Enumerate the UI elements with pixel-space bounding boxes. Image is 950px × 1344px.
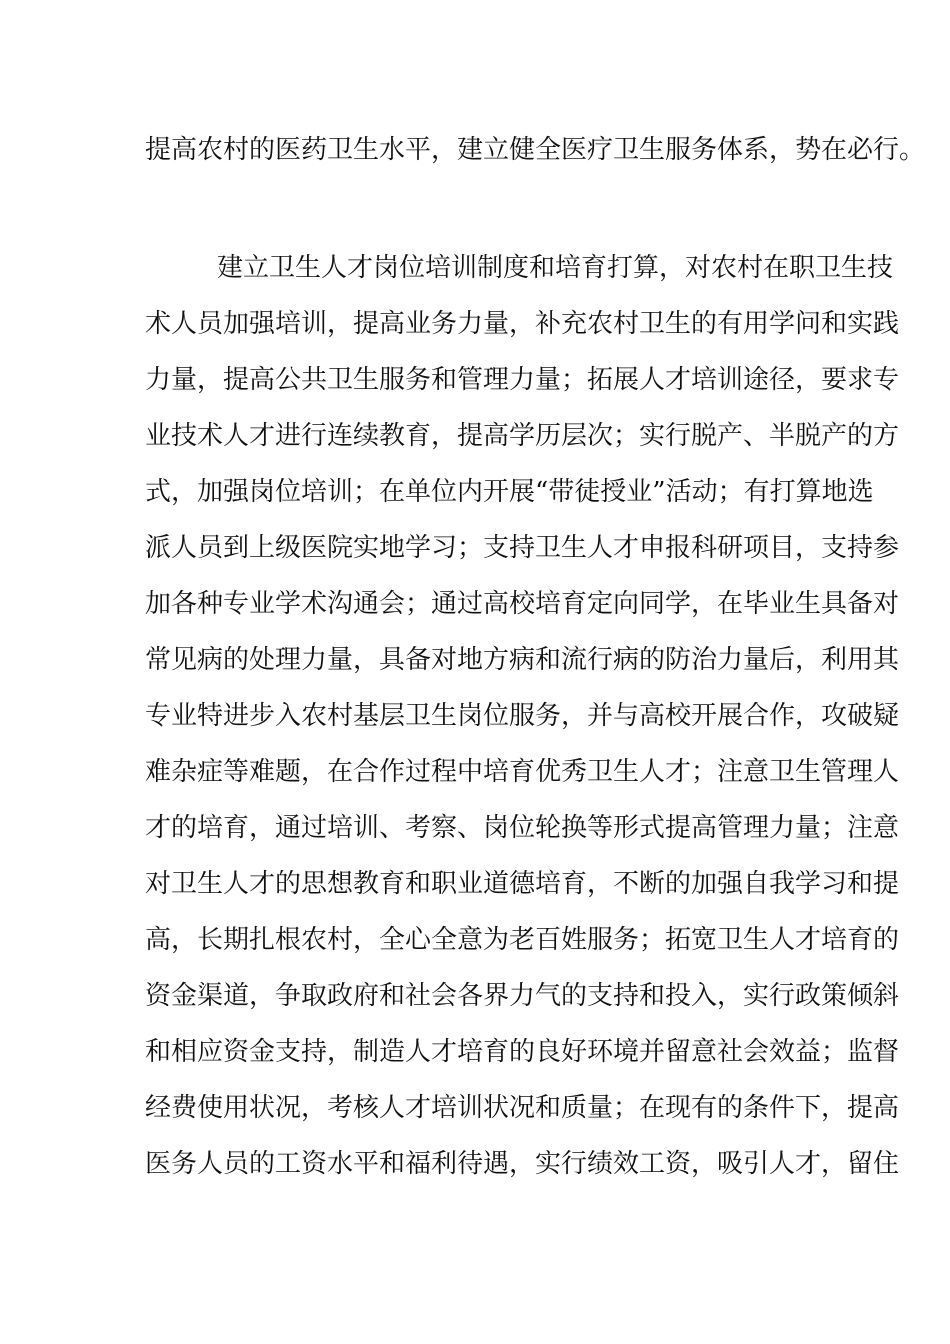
paragraph-2-line-7: 加各种专业学术沟通会；通过高校培育定向同学，在毕业生具备对 — [145, 589, 900, 619]
paragraph-1-line-1: 提高农村的医药卫生水平，建立健全医疗卫生服务体系，势在必行。 — [145, 135, 926, 165]
paragraph-2-line-16: 经费使用状况，考核人才培训状况和质量；在现有的条件下，提高 — [145, 1093, 900, 1123]
paragraph-2-line-17: 医务人员的工资水平和福利待遇，实行绩效工资，吸引人才，留住 — [145, 1149, 900, 1179]
paragraph-2-line-15: 和相应资金支持，制造人才培育的良好环境并留意社会效益；监督 — [145, 1037, 900, 1067]
paragraph-2-line-3: 力量，提高公共卫生服务和管理力量；拓展人才培训途径，要求专 — [145, 365, 900, 395]
paragraph-2-line-5: 式，加强岗位培训；在单位内开展“带徒授业”活动；有打算地选 — [145, 477, 874, 507]
paragraph-2-line-11: 才的培育，通过培训、考察、岗位轮换等形式提高管理力量；注意 — [145, 813, 900, 843]
paragraph-2-line-14: 资金渠道，争取政府和社会各界力气的支持和投入，实行政策倾斜 — [145, 981, 900, 1011]
paragraph-2-line-9: 专业特进步入农村基层卫生岗位服务，并与高校开展合作，攻破疑 — [145, 701, 900, 731]
paragraph-2-line-4: 业技术人才进行连续教育，提高学历层次；实行脱产、半脱产的方 — [145, 421, 900, 451]
paragraph-2-line-8: 常见病的处理力量，具备对地方病和流行病的防治力量后，利用其 — [145, 645, 900, 675]
paragraph-2-line-12: 对卫生人才的思想教育和职业道德培育，不断的加强自我学习和提 — [145, 869, 900, 899]
paragraph-2-line-1: 建立卫生人才岗位培训制度和培育打算，对农村在职卫生技 — [217, 253, 894, 283]
paragraph-2-line-13: 高，长期扎根农村，全心全意为老百姓服务；拓宽卫生人才培育的 — [145, 925, 900, 955]
paragraph-2-line-10: 难杂症等难题，在合作过程中培育优秀卫生人才；注意卫生管理人 — [145, 757, 900, 787]
paragraph-2-line-2: 术人员加强培训，提高业务力量，补充农村卫生的有用学问和实践 — [145, 309, 900, 339]
paragraph-2-line-6: 派人员到上级医院实地学习；支持卫生人才申报科研项目，支持参 — [145, 533, 900, 563]
